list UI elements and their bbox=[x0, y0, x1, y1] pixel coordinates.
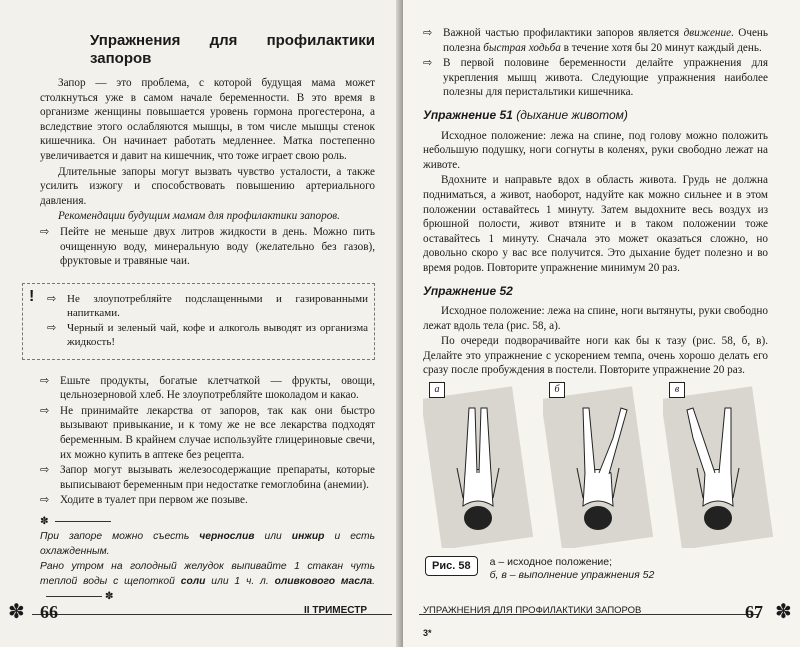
list-item: ⇨ В первой половине беременности делайте упражнения для укрепления мышц живота. Следующие упражнения наиболее полезны для перистальтики кишечника. bbox=[423, 56, 768, 99]
caption-line: а – исходное положение; bbox=[489, 556, 613, 568]
arrow-icon: ⇨ bbox=[423, 26, 433, 39]
exercise-51-start: Исходное положение: лежа на спине, под голову можно положить небольшую подушку, ноги согнуты в коленях, руки свободно лежат на животе. bbox=[423, 129, 768, 171]
figure-panel-c bbox=[663, 378, 773, 548]
figure-panel-a bbox=[423, 378, 533, 548]
list-item: ⇨ Не принимайте лекарства от запоров, так как они быстро вызывают привыкание, и к тому же не все лекарства подходят беременным. В крайнем случае используйте глицериновые свечи, их можно купить в аптеке без рецепта. bbox=[40, 403, 375, 461]
list-item: ⇨ Запор могут вызывать железосодержащие препараты, которые выписывают беременным при недостатке гемоглобина (анемии). bbox=[40, 463, 375, 491]
figure-label: а bbox=[429, 382, 445, 398]
exercise-52-body: По очереди подворачивайте ноги как бы к тазу (рис. 58, б, в). Делайте это упражнение с ускорением темпа, очень хорошо делать его сразу после пробуждения в постели. Повторите упражнение 20 раз. bbox=[423, 335, 768, 377]
section-heading: Упражнения для профилактики запоров bbox=[90, 32, 375, 67]
running-footer: II ТРИМЕСТР bbox=[304, 605, 368, 616]
warning-note bbox=[22, 283, 375, 360]
exercise-51-title: Упражнение 51 (дыхание животом) bbox=[423, 107, 628, 122]
lying-woman-illustration bbox=[663, 378, 773, 548]
list-item: ⇨ Ходите в туалет при первом же позыве. bbox=[40, 493, 248, 507]
figure-caption bbox=[425, 556, 654, 582]
arrow-icon: ⇨ bbox=[47, 291, 57, 305]
arrow-icon: ⇨ bbox=[40, 224, 50, 238]
arrow-icon: ⇨ bbox=[40, 463, 50, 477]
page-number: 66 bbox=[40, 602, 58, 622]
tip-block bbox=[40, 514, 375, 604]
divider bbox=[55, 521, 111, 522]
figure-caption-box: Рис. 58 bbox=[425, 556, 478, 576]
list-item: ⇨ Пейте не меньше двух литров жидкости в день. Можно пить очищенную воду, минеральную воду (желательно без газов), фруктовые и травяные чаи. bbox=[40, 224, 375, 268]
figure-58 bbox=[423, 378, 778, 548]
right-text-column bbox=[423, 26, 768, 379]
running-footer: УПРАЖНЕНИЯ ДЛЯ ПРОФИЛАКТИКИ ЗАПОРОВ bbox=[423, 605, 642, 616]
intro-paragraph: Длительные запоры могут вызвать чувство усталости, а также усилить изжогу и способствовать повышению артериального давления. bbox=[40, 165, 375, 207]
lying-woman-illustration bbox=[423, 378, 533, 548]
tip-line: Рано утром на голодный желудок выпивайте 1 стакан чуть теплой воды с щепоткой соли или 1 ч. л. оливкового масла. ✽ bbox=[40, 560, 375, 602]
page-number: 67 bbox=[745, 602, 763, 622]
arrow-icon: ⇨ bbox=[40, 373, 50, 387]
exercise-52-start: Исходное положение: лежа на спине, ноги вытянуты, руки свободно лежат вдоль тела (рис. 58, а). bbox=[423, 305, 768, 332]
exercise-51-body: Вдохните и направьте вдох в область живота. Грудь не должна подниматься, а живот, наоборот, надуйте как можно сильнее и в этом положении оставайтесь 1 минуту. Затем выдохните весь воздух из брюшной полости, живот втяните и в таком положении тоже оставайтесь 1 минуту. Сначала это может оказаться сложно, но довольно скоро у вас все получится. Это дыхание будет полезно и во время родов. Повторите упражнение минимум 20 раз. bbox=[423, 174, 768, 274]
lying-woman-illustration bbox=[543, 378, 653, 548]
note-item: ⇨ Не злоупотребляйте подслащенными и газированными напитками. bbox=[47, 291, 368, 319]
arrow-icon: ⇨ bbox=[40, 493, 50, 507]
divider bbox=[46, 596, 102, 597]
figure-panel-b bbox=[543, 378, 653, 548]
arrow-icon: ⇨ bbox=[40, 403, 50, 417]
flower-icon: ✽ bbox=[40, 514, 49, 527]
intro-paragraph: Запор — это проблема, с которой будущая мама может столкнуться уже в самом начале беременности. В это время в организме женщины повышается уровень гормона прогестерона, а вследствие этого ослабляются мышцы, в том числе мышцы стенок кишечника. Он начинает работать медленнее. Матка постепенно увеличивается и давит на кишечник, что тоже играет свою роль. bbox=[40, 77, 375, 162]
left-text-column bbox=[29, 32, 375, 604]
signature-mark: 3* bbox=[423, 628, 432, 638]
exclamation-icon: ! bbox=[29, 287, 35, 305]
arrow-icon: ⇨ bbox=[47, 321, 57, 335]
right-page bbox=[403, 0, 800, 647]
arrow-icon: ⇨ bbox=[423, 56, 433, 70]
flower-ornament-icon: ✽ bbox=[8, 599, 25, 623]
flower-icon: ✽ bbox=[104, 589, 114, 602]
list-item: ⇨ Важной частью профилактики запоров является движение. Очень полезна быстрая ходьба в течение хотя бы 20 минут каждый день. bbox=[423, 26, 769, 54]
exercise-52-title: Упражнение 52 bbox=[423, 283, 513, 298]
flower-ornament-icon: ✽ bbox=[775, 599, 792, 623]
note-item: ⇨ Черный и зеленый чай, кофе и алкоголь выводят из организма жидкость! bbox=[47, 321, 368, 349]
list-item: ⇨ Ешьте продукты, богатые клетчаткой — фрукты, овощи, цельнозерновой хлеб. Не злоупотребляйте шоколадом и какао. bbox=[40, 373, 375, 402]
recommend-title: Рекомендации будущим мамам для профилактики запоров. bbox=[58, 210, 340, 223]
tip-line: ✽ При запоре можно съесть чернослив или инжир и есть охлажденным. bbox=[40, 514, 375, 557]
figure-label: б bbox=[549, 382, 565, 398]
figure-label: в bbox=[669, 382, 685, 398]
caption-line: б, в – выполнение упражнения 52 bbox=[489, 569, 655, 581]
